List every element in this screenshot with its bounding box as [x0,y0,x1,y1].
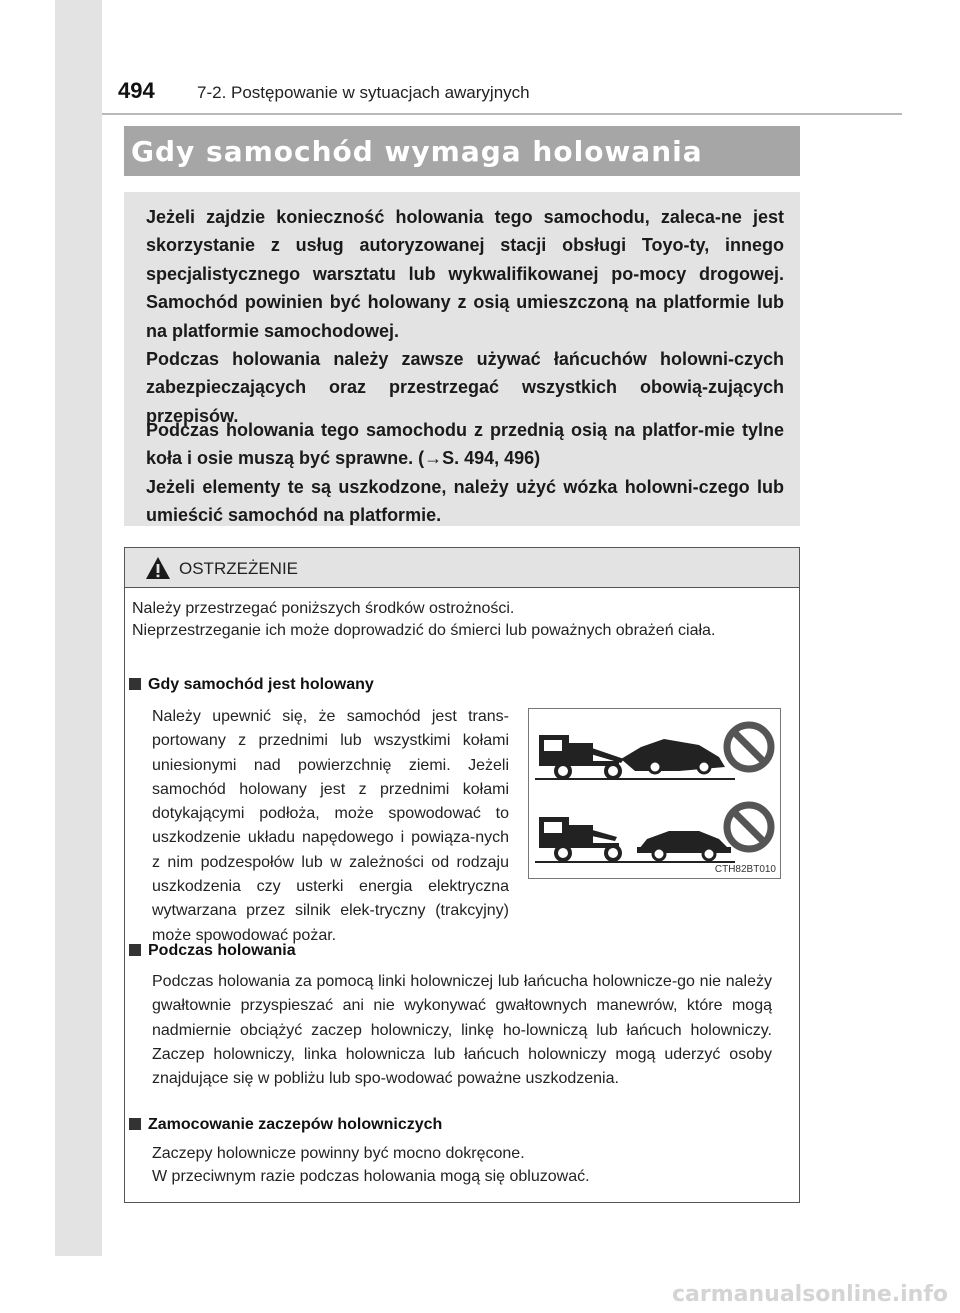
warning-item-heading-text: Zamocowanie zaczepów holowniczych [148,1116,443,1133]
bullet-icon [129,1118,141,1130]
warning-item-heading [129,942,296,960]
car-icon [637,831,731,860]
tow-truck-icon [539,817,620,860]
warning-label: OSTRZEŻENIE [179,559,299,578]
warning-item-heading-text: Podczas holowania [148,942,296,959]
header-divider [102,113,902,115]
towing-diagram [529,709,780,878]
warning-item-text: W przeciwnym razie podczas holowania mogą się obluzować. [152,1168,590,1185]
warning-item-text: Należy upewnić się, że samochód jest trans-portowany z przednimi lub wszystkimi kołami uniesionymi nad powierzchnię ziemi. Jeżeli samochód holowany jest z przednimi kołami dotykającymi podłoża, może spowodować to uszkodzenie układu napędowego i powiąza-nych z nim podzespołów lub w zależności od rodzaju uszkodzenia czy usterki energia elektryczna wytwarzana przez silnik elek-tryczny (trakcyjny) może spowodować pożar. [152,708,509,944]
intro-paragraph: Jeżeli zajdzie konieczność holowania tego samochodu, zaleca-ne jest skorzystanie z usług autoryzowanej stacji obsługi Toyo-ty, innego specjalistycznego warsztatu lub wykwalifikowanej po-mocy drogowej. Samochód powinien być holowany z osią umieszczoną na platformie lub na platformie samochodowej. [146,207,784,341]
intro-paragraph: Podczas holowania należy zawsze używać łańcuchów holowni-czych zabezpieczających oraz przestrzegać wszystkich obowią-zujących przepisów. [146,349,784,426]
intro-paragraph: Podczas holowania tego samochodu z przednią osią na platfor-mie tylne koła i osie muszą być sprawne. (→S. 494, 496) [146,420,784,469]
warning-item-text: Zaczepy holownicze powinny być mocno dokręcone. [152,1145,525,1162]
car-icon [621,739,725,773]
watermark: carmanualsonline.info [672,1282,948,1307]
bullet-icon [129,678,141,690]
intro-paragraph: Jeżeli elementy te są uszkodzone, należy użyć wózka holowni-czego lub umieścić samochód na platformie. [146,477,784,526]
warning-item-heading-text: Gdy samochód jest holowany [148,676,374,693]
warning-header [125,548,799,588]
warning-item-text: Podczas holowania za pomocą linki holowniczej lub łańcucha holownicze-go nie należy gwałtownie przyspieszać ani nie wykonywać gwałtownych manewrów, które mogą nadmiernie obciążyć zaczep holowniczy, linkę ho-lowniczą lub łańcuch holowniczy. Zaczep holowniczy, linka holownicza lub łańcuch holowniczy mogą uderzyć osoby znajdujące się w pobliżu lub spo-wodować poważne uszkodzenia. [152,973,772,1088]
warning-item-heading [129,676,374,694]
tow-truck-icon [539,735,624,778]
margin-strip [55,0,102,1256]
warning-intro: Należy przestrzegać poniższych środków ostrożności. [132,600,515,617]
section-title: Gdy samochód wymaga holowania [131,135,703,168]
figure-code: CTH82BT010 [714,864,776,875]
warning-item-heading [129,1116,442,1134]
page-header [0,0,960,120]
prohibited-icon [727,725,771,769]
bullet-icon [129,944,141,956]
chapter-title: 7-2. Postępowanie w sytuacjach awaryjnych [197,83,530,102]
page-number: 494 [118,78,155,103]
prohibited-icon [727,805,771,849]
warning-intro: Nieprzestrzeganie ich może doprowadzić do śmierci lub poważnych obrażeń ciała. [132,622,716,639]
towing-illustration [528,708,781,879]
warning-triangle-icon [145,556,171,585]
